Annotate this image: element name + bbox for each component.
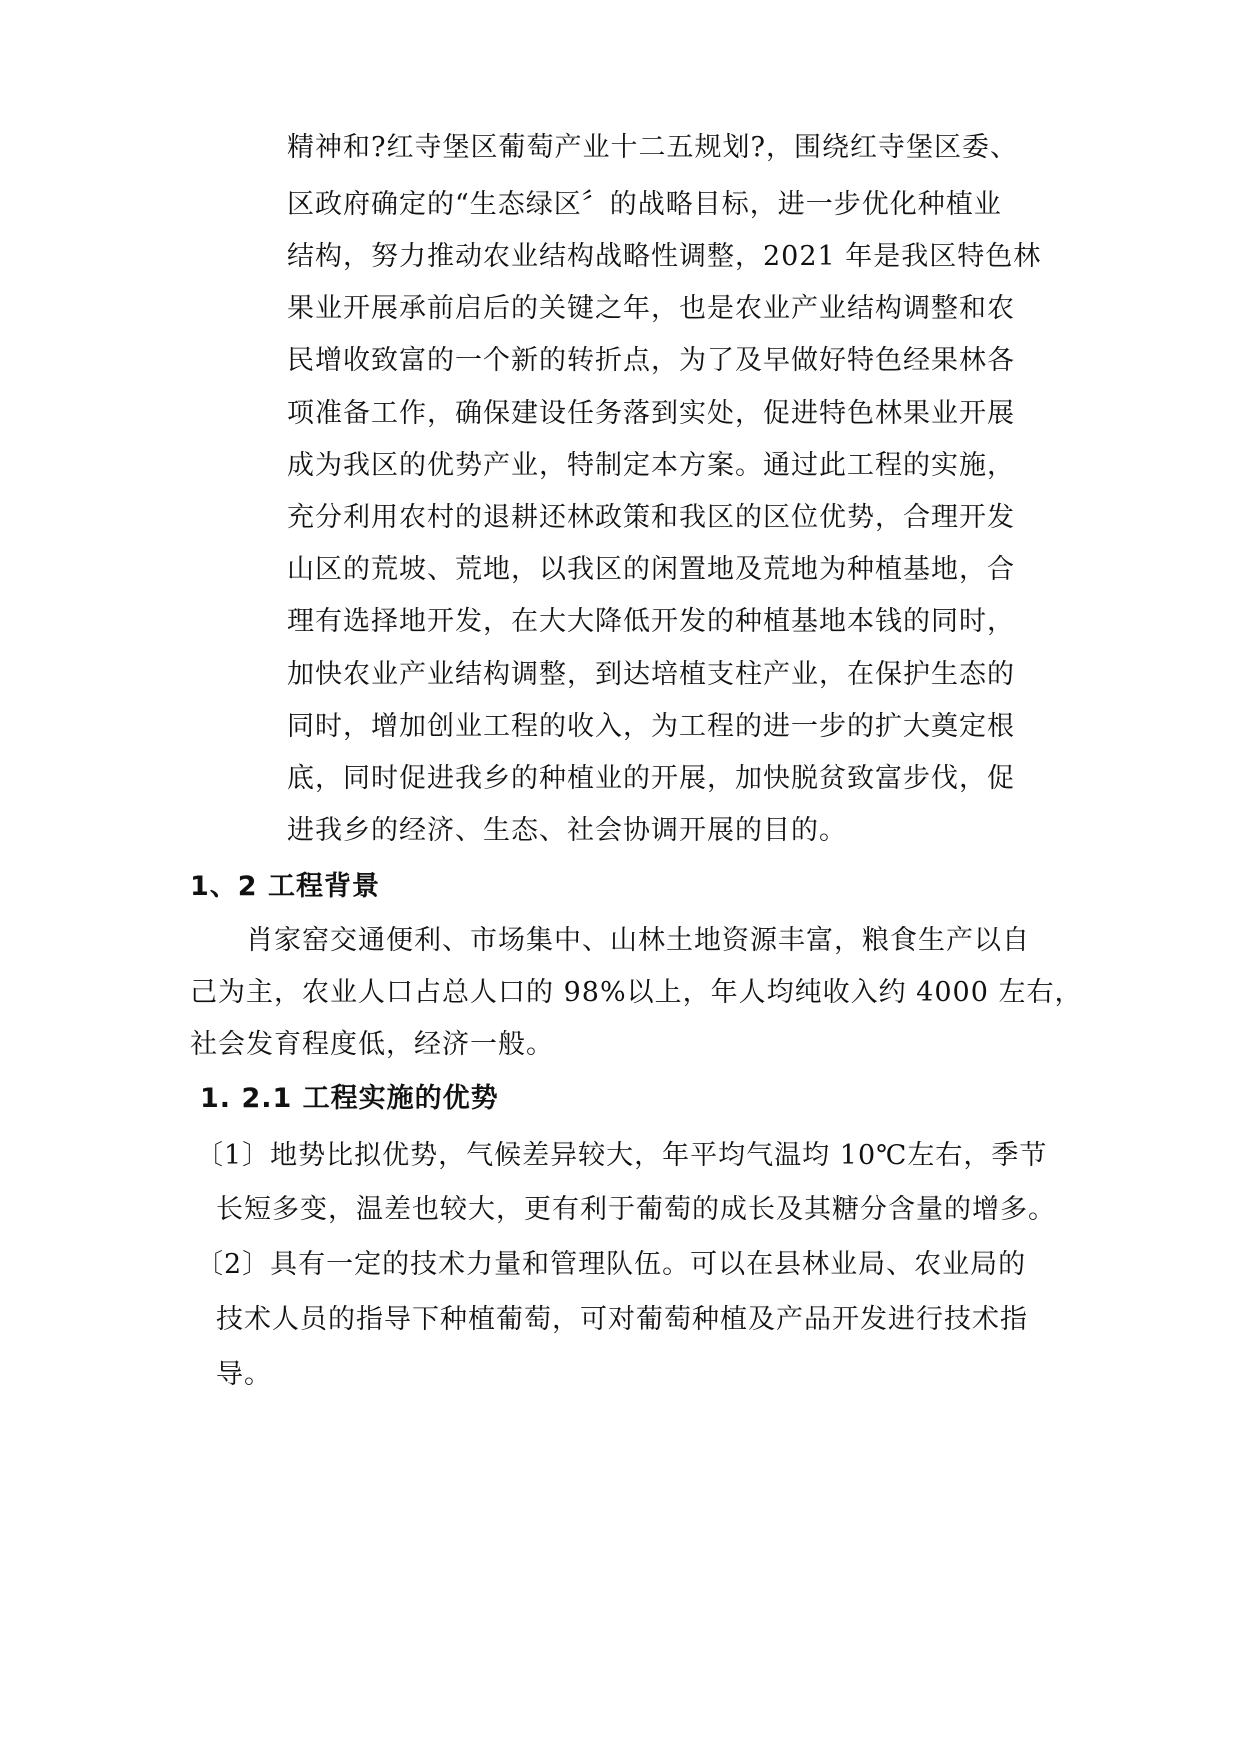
paragraph-line: 果业开展承前启后的关键之年，也是农业产业结构调整和农 [287,293,1015,324]
paragraph-line: 项准备工作，确保建设任务落到实处，促进特色林果业开展 [287,398,1015,429]
paragraph-line: 成为我区的优势产业，特制定本方案。通过此工程的实施， [287,450,1015,481]
paragraph-line: 区政府确定的“生态绿区〞的战略目标，进一步优化种植业 [287,189,1002,220]
subsection-heading: 1. 2.1 工程实施的优势 [200,1083,499,1114]
list-item-line: 长短多变，温差也较大，更有利于葡萄的成长及其糖分含量的增多。 [216,1194,1056,1225]
paragraph-line: 肖家窑交通便利、市场集中、山林土地资源丰富，粮食生产以自 [246,925,1030,956]
paragraph-line: 同时，增加创业工程的收入，为工程的进一步的扩大奠定根 [287,711,1015,742]
paragraph-line: 进我乡的经济、生态、社会协调开展的目的。 [287,815,847,846]
list-item-line: 技术人员的指导下种植葡萄，可对葡萄种植及产品开发进行技术指 [216,1304,1028,1335]
paragraph-line: 山区的荒坡、荒地，以我区的闲置地及荒地为种植基地，合 [287,554,1015,585]
paragraph-line: 精神和?红寺堡区葡萄产业十二五规划?，围绕红寺堡区委、 [287,132,1018,163]
section-heading: 1、2 工程背景 [190,871,380,902]
paragraph-line: 己为主，农业人口占总人口的 98%以上，年人均纯收入约 4000 左右， [190,977,1083,1008]
paragraph-line: 加快农业产业结构调整，到达培植支柱产业，在保护生态的 [287,659,1015,690]
list-item-line: 导。 [216,1359,272,1390]
paragraph-line: 充分利用农村的退耕还林政策和我区的区位优势，合理开发 [287,502,1015,533]
paragraph-line: 民增收致富的一个新的转折点，为了及早做好特色经果林各 [287,345,1015,376]
paragraph-line: 结构，努力推动农业结构战略性调整，2021 年是我区特色林 [287,241,1042,272]
paragraph-line: 社会发育程度低，经济一般。 [190,1029,554,1060]
list-item-first-line: 〔1〕地势比拟优势，气候差异较大，年平均气温均 10℃左右，季节 [196,1140,1048,1171]
paragraph-line: 底，同时促进我乡的种植业的开展，加快脱贫致富步伐，促 [287,763,1015,794]
list-item-first-line: 〔2〕具有一定的技术力量和管理队伍。可以在县林业局、农业局的 [196,1249,1027,1280]
paragraph-line: 理有选择地开发，在大大降低开发的种植基地本钱的同时， [287,606,1015,637]
